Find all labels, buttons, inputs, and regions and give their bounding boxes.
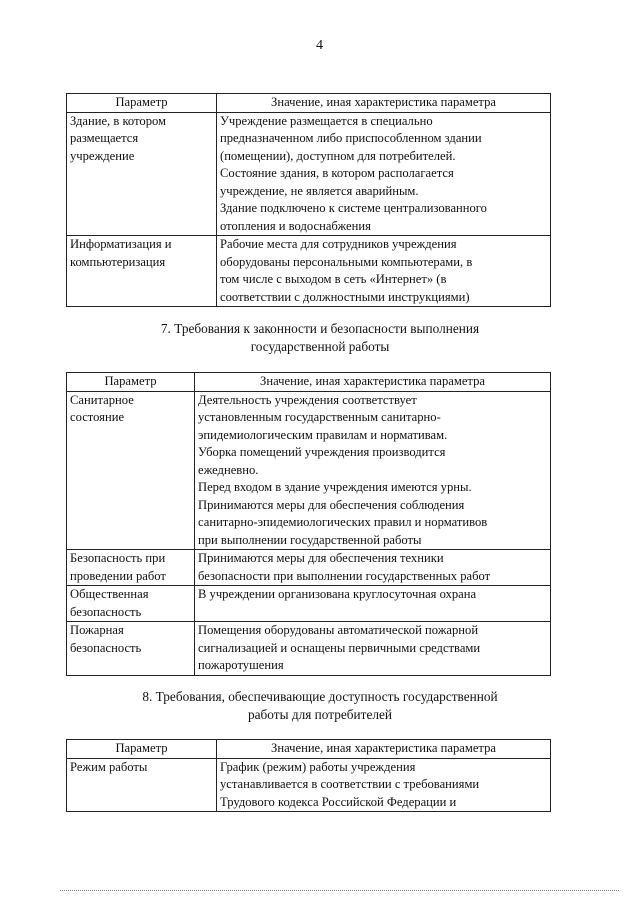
value-cell: Учреждение размещается в специально предназначенном либо приспособленном здании (помещении), доступном для потребителей. Состояние здания, в котором располагается учреждение, не является аварийным. Здание подключено к системе централизованного отопления и водоснабжения <box>217 112 551 236</box>
param-cell: Общественная безопасность <box>67 586 195 622</box>
table-row <box>67 586 551 622</box>
table-header-row <box>67 94 551 113</box>
value-cell: Рабочие места для сотрудников учреждения оборудованы персональными компьютерами, в том числе с выходом в сеть «Интернет» (в соответствии с должностными инструкциями) <box>217 236 551 307</box>
table-row <box>67 112 551 236</box>
page-number: 4 <box>316 38 323 53</box>
table-header-row <box>67 740 551 759</box>
value-cell: Принимаются меры для обеспечения техники безопасности при выполнении государственных работ <box>195 550 551 586</box>
param-cell: Здание, в котором размещается учреждение <box>67 112 217 236</box>
table-row <box>67 622 551 676</box>
param-cell: Санитарное состояние <box>67 391 195 550</box>
header-value: Значение, иная характеристика параметра <box>217 94 551 113</box>
table-legality-safety <box>66 372 551 676</box>
table-row <box>67 236 551 307</box>
table-header-row <box>67 373 551 392</box>
header-parameter: Параметр <box>67 740 217 759</box>
section-8-title: 8. Требования, обеспечивающие доступность государственной работы для потребителей <box>142 689 498 722</box>
header-value: Значение, иная характеристика параметра <box>195 373 551 392</box>
header-value: Значение, иная характеристика параметра <box>217 740 551 759</box>
table-row <box>67 758 551 812</box>
value-cell: Помещения оборудованы автоматической пожарной сигнализацией и оснащены первичными средствами пожаротушения <box>195 622 551 676</box>
value-cell: График (режим) работы учреждения устанавливается в соответствии с требованиями Трудового кодекса Российской Федерации и <box>217 758 551 812</box>
param-cell: Безопасность при проведении работ <box>67 550 195 586</box>
table-premises <box>66 93 551 307</box>
header-parameter: Параметр <box>67 373 195 392</box>
param-cell: Информатизация и компьютеризация <box>67 236 217 307</box>
table-row <box>67 550 551 586</box>
header-parameter: Параметр <box>67 94 217 113</box>
table-accessibility <box>66 739 551 812</box>
value-cell: В учреждении организована круглосуточная охрана <box>195 586 551 622</box>
table-row <box>67 391 551 550</box>
section-7-title: 7. Требования к законности и безопасности выполнения государственной работы <box>160 321 480 354</box>
param-cell: Режим работы <box>67 758 217 812</box>
scan-edge-line <box>60 890 619 891</box>
value-cell: Деятельность учреждения соответствует установленным государственным санитарно- эпидемиологическим правилам и нормативам. Уборка помещений учреждения производится ежедневно. Перед входом в здание учреждения имеются урны. Принимаются меры для обеспечения соблюдения санитарно-эпидемиологических правил и нормативов при выполнении государственной работы <box>195 391 551 550</box>
param-cell: Пожарная безопасность <box>67 622 195 676</box>
